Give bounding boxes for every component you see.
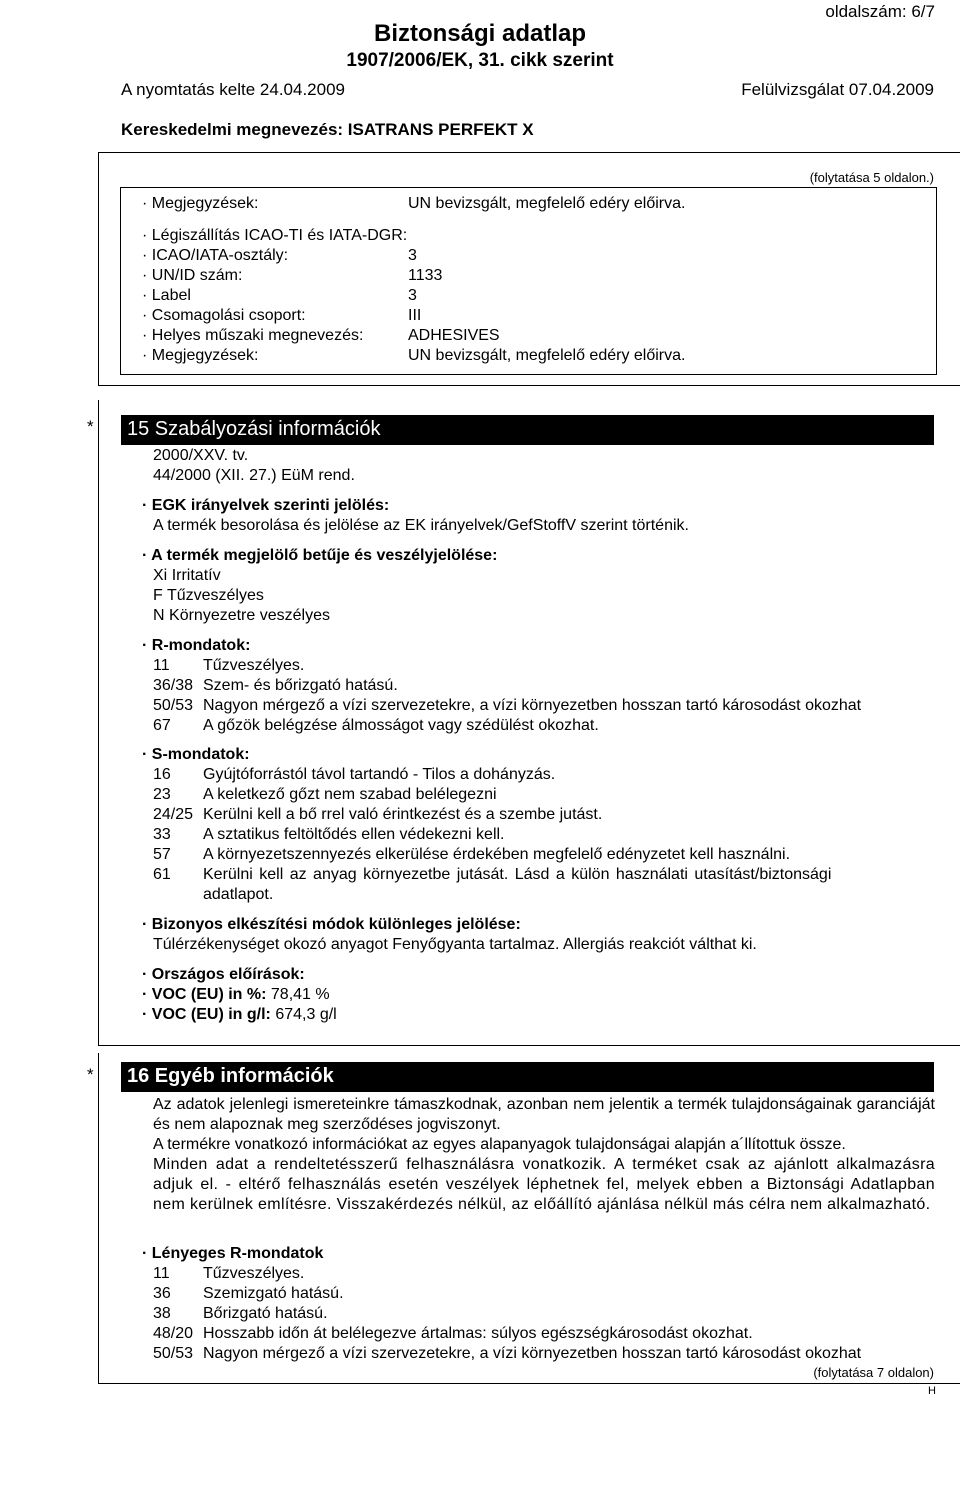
special-labeling-text: Túlérzékenységet okozó anyagot Fenyőgyanta tartalmaz. Allergiás reakciót válthat ki. [153,936,757,953]
s-phrase-item: 23 A keletkező gőzt nem szabad belélegezni [153,786,497,803]
note1-value: UN bevizsgált, megfelelő edéry előirva. [408,195,686,212]
print-date: A nyomtatás kelte 24.04.2009 [121,80,345,99]
r-phrase-item: 36/38 Szem- és bőrizgató hatású. [153,677,398,694]
note1-label: · Megjegyzések: [142,195,259,212]
section16-change-marker: * [87,1065,94,1084]
relevant-r-phrase-item: 48/20 Hosszabb időn át belélegezve ártalmas: súlyos egészségkárosodást okozhat. [153,1325,753,1342]
hazard-item: Xi Irritatív [153,567,221,584]
section16-left-border [98,1053,99,1383]
disclaimer-paragraph-1: Az adatok jelenlegi ismereteinkre támaszkodnak, azonban nem jelentik a termék tulajdonságainak garanciáját és nem alapoznak meg szerződéses jogviszonyt. [153,1096,935,1133]
relevant-r-phrase-item: 38 Bőrizgató hatású. [153,1305,328,1322]
section16-bottom-border [98,1383,960,1384]
section15-left-border [98,400,99,1045]
page-number: oldalszám: 6/7 [825,2,935,21]
s-phrases-label: · S-mondatok: [142,746,250,763]
r-phrase-item: 50/53 Nagyon mérgező a vízi szervezetekre, a vízi környezetben hosszan tartó károsodást okozhat [153,697,862,714]
s-phrase-item: 24/25 Kerülni kell a bő rrel való érintkezést és a szembe jutást. [153,806,603,823]
ek-labeling-text: A termék besorolása és jelölése az EK irányelvek/GefStoffV szerint történik. [153,517,689,534]
hazard-item: N Környezetre veszélyes [153,607,330,624]
national-regulations-label: · Országos előírások: [142,966,305,983]
law-reference-1: 2000/XXV. tv. [153,447,249,464]
hazard-symbols-label: · A termék megjelölő betűje és veszélyjelölése: [142,547,498,564]
proper-name-label: · Helyes műszaki megnevezés: [142,327,364,344]
section15-bottom-border [98,1045,960,1046]
document-title: Biztonsági adatlap [373,20,587,47]
revision-date: Felülvizsgálat 07.04.2009 [741,80,934,99]
relevant-r-phrase-item: 11 Tűzveszélyes. [153,1265,305,1282]
box-bottom-border [98,385,960,386]
corner-mark: H [928,1385,936,1397]
disclaimer-paragraph-3: Minden adat a rendeltetésszerű felhasználásra vonatkozik. A terméket csak az ajánlott alkalmazásra adjuk el. - eltérő felhasználás esetén veszélyek léphetnek fel, melyek ebben a Biztonsági Adatlapban nem kerülnek említésre. Visszakérdezés nélkül, az előállító ajánlása nélkül más célra nem alkalmazható. [153,1156,935,1213]
law-reference-2: 44/2000 (XII. 27.) EüM rend. [153,467,355,484]
relevant-r-phrase-item: 36 Szemizgató hatású. [153,1285,344,1302]
hazard-item: F Tűzveszélyes [153,587,264,604]
note2-value: UN bevizsgált, megfelelő edéry előirva. [408,347,686,364]
trade-name: Kereskedelmi megnevezés: ISATRANS PERFEKT X [121,120,534,139]
box-left-border [98,152,99,385]
section15-title-bar [121,415,934,445]
relevant-r-phrases-label: · Lényeges R-mondatok [142,1245,324,1262]
packing-group-label: · Csomagolási csoport: [142,307,306,324]
air-transport-heading: · Légiszállítás ICAO-TI és IATA-DGR: [142,227,408,244]
disclaimer-paragraph-2: A termékre vonatkozó információkat az egyes alapanyagok tulajdonságai alapján a´llítottuk össze. [153,1136,846,1153]
icao-class-label: · ICAO/IATA-osztály: [142,247,289,264]
section16-title-bar [121,1062,934,1092]
note2-label: · Megjegyzések: [142,347,259,364]
s-phrase-item: 57 A környezetszennyezés elkerülése érdekében megfelelő edényzetet kell használni. [153,846,791,863]
voc-gram-per-liter: · VOC (EU) in g/l: 674,3 g/l [142,1006,337,1023]
special-labeling-label: · Bizonyos elkészítési módok különleges jelölése: [142,916,521,933]
section15-change-marker: * [87,417,94,436]
s-phrase-item: 61 Kerülni kell az anyag környezetbe jutását. Lásd a külön használati utasítást/biztonsági [153,866,832,883]
continued-to-label: (folytatása 7 oldalon) [813,1365,934,1380]
ek-labeling-label: · EGK irányelvek szerinti jelölés: [142,497,390,514]
r-phrase-item: 67 A gőzök belégzése álmosságot vagy szédülést okozhat. [153,717,599,734]
voc-percent: · VOC (EU) in %: 78,41 % [142,986,330,1003]
regulation-reference: 1907/2006/EK, 31. cikk szerint [346,50,614,71]
proper-name-value: ADHESIVES [408,327,500,344]
s-phrase-item: 16 Gyújtóforrástól távol tartandó - Tilos a dohányzás. [153,766,556,783]
section16-title: 16 Egyéb információk [127,1065,334,1087]
s-phrase-item: 33 A sztatikus feltöltődés ellen védekezni kell. [153,826,505,843]
r-phrase-item: 11 Tűzveszélyes. [153,657,305,674]
label-label: · Label [142,287,191,304]
continued-from-label: (folytatása 5 oldalon.) [809,170,934,185]
label-value: 3 [408,287,417,304]
relevant-r-phrase-item: 50/53 Nagyon mérgező a vízi szervezetekre, a vízi környezetben hosszan tartó károsodást okozhat [153,1345,862,1362]
section15-title: 15 Szabályozási információk [127,418,381,440]
header-divider [98,152,960,153]
r-phrases-label: · R-mondatok: [142,637,251,654]
icao-class-value: 3 [408,247,417,264]
un-id-label: · UN/ID szám: [142,267,243,284]
s-phrase-item: adatlapot. [203,886,274,903]
packing-group-value: III [408,307,422,324]
un-id-value: 1133 [408,267,443,284]
